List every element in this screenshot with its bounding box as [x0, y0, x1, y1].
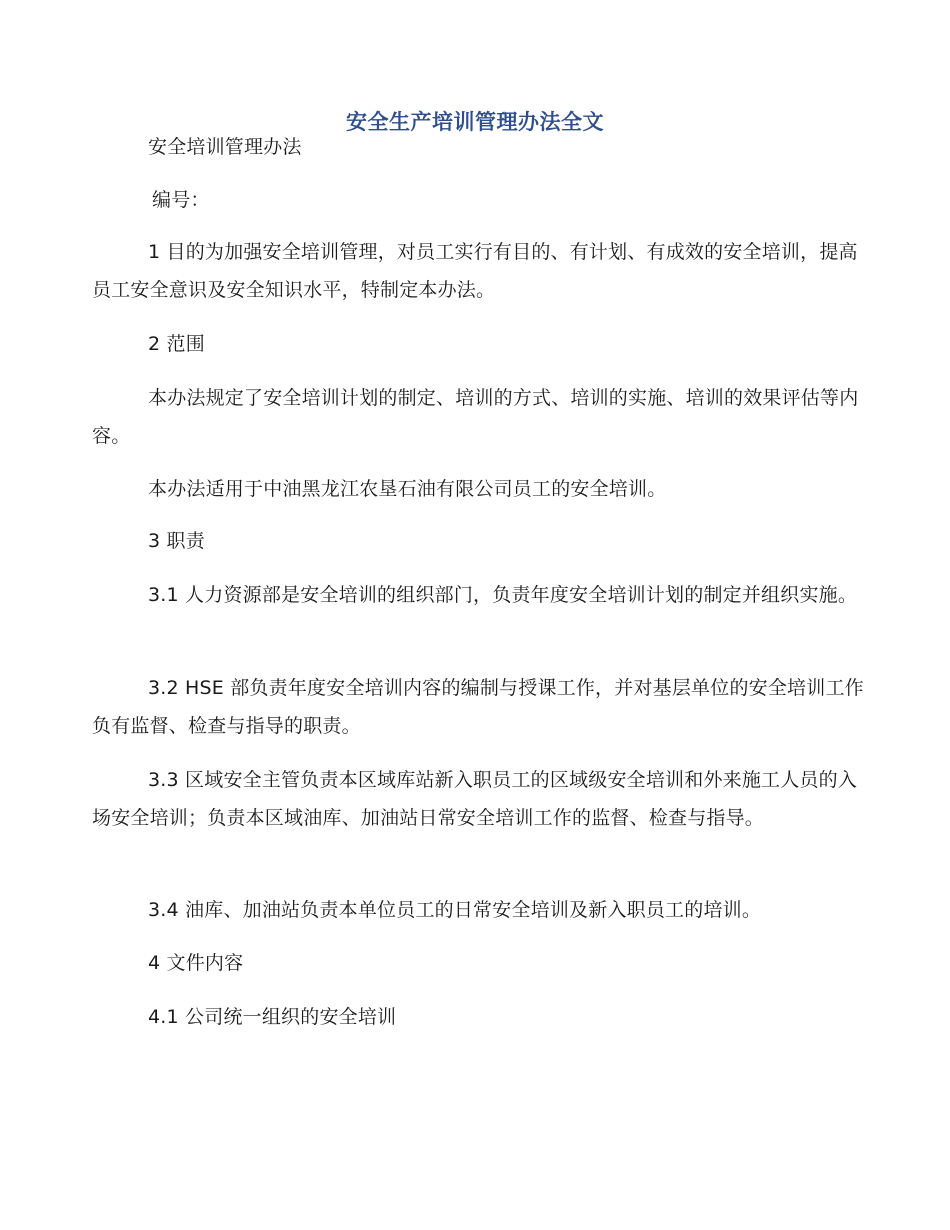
paragraph-responsibility-regional: 3.3 区域安全主管负责本区域库站新入职员工的区域级安全培训和外来施工人员的入场安全培训；负责本区域油库、加油站日常安全培训工作的监督、检查与指导。: [92, 769, 858, 829]
paragraph-scope-content: 本办法规定了安全培训计划的制定、培训的方式、培训的实施、培训的效果评估等内容。: [92, 387, 859, 447]
paragraph-purpose: 1 目的为加强安全培训管理，对员工实行有目的、有计划、有成效的安全培训，提高员工安全意识及安全知识水平，特制定本办法。: [92, 241, 858, 301]
paragraph-responsibility-hr: 3.1 人力资源部是安全培训的组织部门，负责年度安全培训计划的制定并组织实施。: [148, 584, 858, 606]
paragraph-responsibility-hse: 3.2 HSE 部负责年度安全培训内容的编制与授课工作，并对基层单位的安全培训工作负有监督、检查与指导的职责。: [92, 677, 864, 737]
section-heading-responsibilities: 3 职责: [148, 530, 205, 552]
document-number-label: 编号：: [152, 189, 210, 211]
paragraph-responsibility-stations: 3.4 油库、加油站负责本单位员工的日常安全培训及新入职员工的培训。: [148, 899, 762, 921]
paragraph-scope-applicability: 本办法适用于中油黑龙江农垦石油有限公司员工的安全培训。: [148, 478, 667, 500]
section-heading-scope: 2 范围: [148, 333, 205, 355]
document-title: 安全生产培训管理办法全文: [346, 109, 604, 134]
section-heading-contents: 4 文件内容: [148, 952, 244, 974]
document-subtitle: 安全培训管理办法: [148, 136, 302, 158]
subsection-heading-company-training: 4.1 公司统一组织的安全培训: [148, 1006, 397, 1028]
